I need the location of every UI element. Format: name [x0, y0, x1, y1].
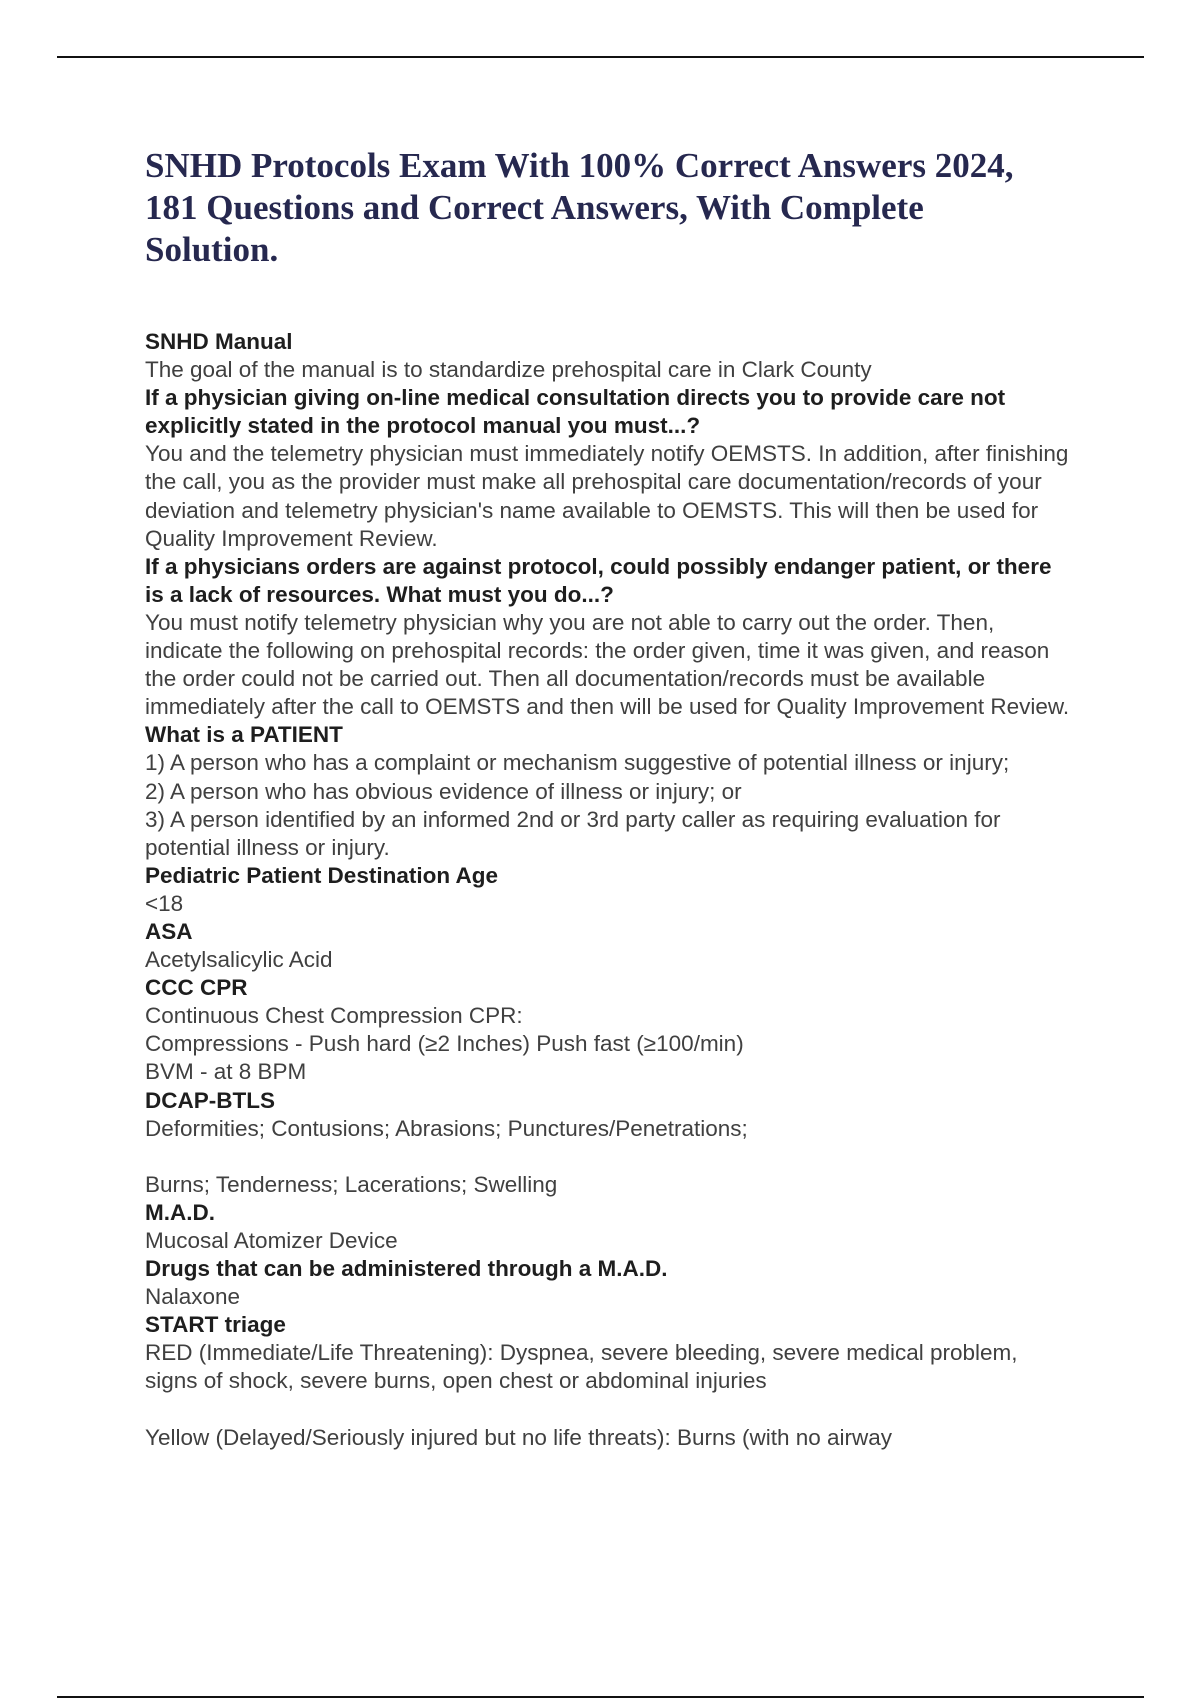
question: What is a PATIENT: [145, 722, 343, 748]
question: ASA: [145, 918, 193, 944]
qa-entry: [145, 328, 1075, 384]
question: DCAP-BTLS: [145, 1087, 275, 1113]
qa-entry: [145, 1199, 1075, 1255]
qa-entry: [145, 1311, 1075, 1451]
answer: You and the telemetry physician must immediately notify OEMSTS. In addition, after finishing the call, you as the provider must make all prehospital care documentation/records of your deviation and telemetry physician's name available to OEMSTS. This will then be used for Quality Improvement Review.: [145, 441, 1069, 551]
question: Pediatric Patient Destination Age: [145, 862, 498, 888]
answer: Continuous Chest Compression CPR: Compressions - Push hard (≥2 Inches) Push fast (≥100/min) BVM - at 8 BPM: [145, 1003, 744, 1085]
qa-entry: [145, 721, 1075, 861]
question: M.A.D.: [145, 1199, 215, 1225]
document-title: SNHD Protocols Exam With 100% Correct Answers 2024, 181 Questions and Correct Answers, With Complete Solution.: [145, 146, 1014, 269]
question: CCC CPR: [145, 975, 248, 1001]
question: If a physicians orders are against protocol, could possibly endanger patient, or there is a lack of resources. What must you do...?: [145, 553, 1052, 607]
qa-entry: [145, 862, 1075, 918]
answer: Nalaxone: [145, 1284, 241, 1310]
qa-entry: [145, 1255, 1075, 1311]
qa-entry: [145, 384, 1075, 553]
answer: 1) A person who has a complaint or mechanism suggestive of potential illness or injury; 2) A person who has obvious evidence of illness or injury; or 3) A person identified by an informed 2nd or 3rd party caller as requiring evaluation for potential illness or injury.: [145, 750, 1010, 860]
top-divider: [57, 56, 1144, 58]
answer: Mucosal Atomizer Device: [145, 1228, 398, 1253]
qa-entry: [145, 918, 1075, 974]
qa-entry: [145, 974, 1075, 1086]
answer: RED (Immediate/Life Threatening): Dyspnea, severe bleeding, severe medical problem, signs of shock, severe burns, open chest or abdominal injuries Yellow (Delayed/Seriously injured but no life threats): Burns (with no airway: [145, 1340, 1018, 1450]
question: If a physician giving on-line medical consultation directs you to provide care not explicitly stated in the protocol manual you must...?: [145, 385, 1006, 439]
qa-entry: [145, 1087, 1075, 1199]
answer: You must notify telemetry physician why you are not able to carry out the order. Then, indicate the following on prehospital records: the order given, time it was given, and reason the order could not be carried out. Then all documentation/records must be available immediately after the call to OEMSTS and then will be used for Quality Improvement Review.: [145, 609, 1070, 720]
question: SNHD Manual: [145, 329, 293, 354]
question: Drugs that can be administered through a M.A.D.: [145, 1256, 668, 1282]
qa-entry: [145, 553, 1075, 722]
question: START triage: [145, 1312, 286, 1338]
answer: The goal of the manual is to standardize prehospital care in Clark County: [145, 357, 872, 383]
answer: Deformities; Contusions; Abrasions; Punctures/Penetrations; Burns; Tenderness; Lacerations; Swelling: [145, 1115, 748, 1197]
answer: Acetylsalicylic Acid: [145, 947, 333, 973]
bottom-divider: [57, 1696, 1144, 1698]
answer: <18: [145, 890, 184, 916]
qa-list: [145, 328, 1075, 1452]
